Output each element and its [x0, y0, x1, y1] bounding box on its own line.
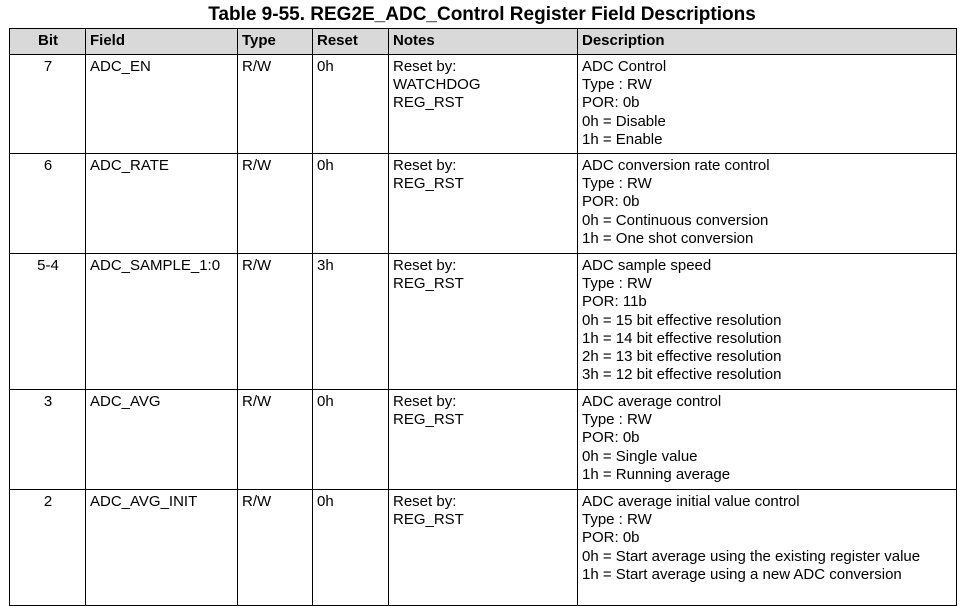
- description-line: 0h = Continuous conversion: [582, 211, 769, 229]
- field-cell: ADC_AVG: [86, 390, 238, 490]
- description-line: 0h = Start average using the existing register value: [582, 547, 921, 565]
- table-row: [10, 390, 957, 490]
- table-row: [10, 55, 957, 154]
- notes-line: REG_RST: [393, 94, 464, 112]
- notes-line: Reset by:: [393, 493, 457, 510]
- description-line: 2h = 13 bit effective resolution: [582, 348, 782, 366]
- column-header-description: Description: [578, 29, 957, 55]
- description-line: 1h = Start average using a new ADC conversion: [582, 565, 902, 583]
- field-cell: ADC_EN: [86, 55, 238, 154]
- notes-line: Reset by:: [393, 257, 457, 274]
- notes-line: REG_RST: [393, 411, 464, 429]
- description-line: Type : RW: [582, 511, 652, 529]
- table-header-row: [10, 29, 957, 55]
- table-row: [10, 154, 957, 254]
- description-cell: [578, 490, 957, 606]
- type-cell: R/W: [238, 390, 313, 490]
- column-header-type: Type: [238, 29, 313, 55]
- description-line: POR: 0b: [582, 529, 640, 547]
- description-line: 1h = Running average: [582, 465, 731, 483]
- description-line: ADC average initial value control: [582, 493, 800, 510]
- column-header-bit: Bit: [10, 29, 86, 55]
- description-line: ADC conversion rate control: [582, 157, 770, 174]
- register-field-table: [9, 28, 957, 606]
- description-line: 0h = Disable: [582, 112, 666, 130]
- notes-cell: [389, 390, 578, 490]
- column-header-field: Field: [86, 29, 238, 55]
- column-header-reset: Reset: [313, 29, 389, 55]
- bit-cell: 5-4: [10, 254, 86, 390]
- description-line: ADC average control: [582, 393, 722, 410]
- description-line: 1h = One shot conversion: [582, 229, 754, 247]
- notes-cell: [389, 254, 578, 390]
- description-cell: [578, 154, 957, 254]
- description-line: 0h = Single value: [582, 447, 698, 465]
- bit-cell: 3: [10, 390, 86, 490]
- reset-cell: 0h: [313, 55, 389, 154]
- type-cell: R/W: [238, 55, 313, 154]
- notes-line: Reset by:: [393, 157, 457, 174]
- field-cell: ADC_AVG_INIT: [86, 490, 238, 606]
- notes-line: WATCHDOG: [393, 76, 481, 94]
- description-line: POR: 0b: [582, 94, 640, 112]
- bit-cell: 2: [10, 490, 86, 606]
- description-cell: [578, 390, 957, 490]
- reset-cell: 0h: [313, 154, 389, 254]
- reset-cell: 0h: [313, 490, 389, 606]
- notes-cell: [389, 490, 578, 606]
- reset-cell: 0h: [313, 390, 389, 490]
- notes-line: REG_RST: [393, 511, 464, 529]
- type-cell: R/W: [238, 490, 313, 606]
- description-line: 0h = 15 bit effective resolution: [582, 311, 782, 329]
- type-cell: R/W: [238, 254, 313, 390]
- notes-line: REG_RST: [393, 275, 464, 293]
- bit-cell: 7: [10, 55, 86, 154]
- description-line: ADC sample speed: [582, 257, 712, 274]
- notes-cell: [389, 154, 578, 254]
- description-line: Type : RW: [582, 175, 652, 193]
- description-line: 3h = 12 bit effective resolution: [582, 366, 782, 384]
- bit-cell: 6: [10, 154, 86, 254]
- description-line: POR: 11b: [582, 293, 647, 311]
- field-cell: ADC_SAMPLE_1:0: [86, 254, 238, 390]
- description-line: 1h = 14 bit effective resolution: [582, 329, 782, 347]
- reset-cell: 3h: [313, 254, 389, 390]
- description-line: Type : RW: [582, 275, 652, 293]
- notes-line: REG_RST: [393, 175, 464, 193]
- table-row: [10, 490, 957, 606]
- table-title: Table 9-55. REG2E_ADC_Control Register Field Descriptions: [208, 4, 756, 25]
- description-line: Type : RW: [582, 76, 652, 94]
- notes-line: Reset by:: [393, 393, 457, 410]
- type-cell: R/W: [238, 154, 313, 254]
- field-cell: ADC_RATE: [86, 154, 238, 254]
- notes-cell: [389, 55, 578, 154]
- column-header-notes: Notes: [389, 29, 578, 55]
- table-row: [10, 254, 957, 390]
- description-cell: [578, 254, 957, 390]
- description-line: POR: 0b: [582, 429, 640, 447]
- description-cell: [578, 55, 957, 154]
- description-line: ADC Control: [582, 58, 667, 75]
- description-line: 1h = Enable: [582, 130, 663, 148]
- notes-line: Reset by:: [393, 58, 457, 75]
- description-line: POR: 0b: [582, 193, 640, 211]
- description-line: Type : RW: [582, 411, 652, 429]
